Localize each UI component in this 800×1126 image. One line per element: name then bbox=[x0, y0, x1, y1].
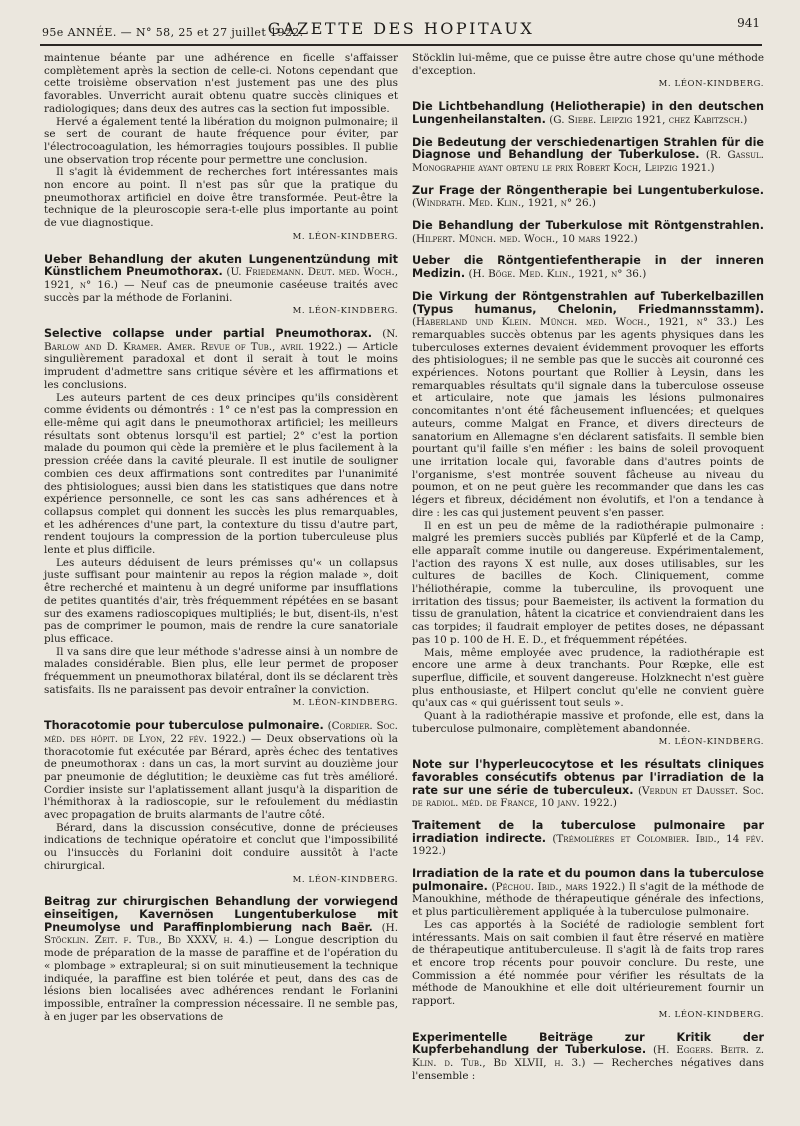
author-signature: M. LÉON-KINDBERG. bbox=[292, 874, 398, 885]
article-reference: (N. Barlow and D. Kramer. Amer. Revue of Tub., avril 1922.) bbox=[44, 328, 398, 353]
article-reference: (H. Böge. Med. Klin., 1921, n° 36.) bbox=[468, 268, 647, 281]
article-title: Zur Frage der Röngentherapie bei Lungentuberkulose. bbox=[412, 183, 764, 197]
article bbox=[44, 328, 398, 710]
article-heading bbox=[412, 137, 764, 175]
paragraph-text: — Deux observations où la thoracotomie fut exécutée par Bérard, après échec des tentatives de pneumothorax : dans un cas, la mort survint au douzième jour par pneumonie de déglutition; le deuxième cas fut très amélioré. Cordier insiste sur l'aplatissement allant jusqu'à la disparition de l'hémithorax à la radioscopie, sur le refoulement du médiastin avec propagation de bruits alarmants de l'autre côté. bbox=[44, 732, 398, 822]
article-heading bbox=[412, 220, 764, 245]
paragraph: Il s'agit là évidemment de recherches fort intéressantes mais non encore au point. Il n'est pas sûr que la pratique du pneumothorax artificiel en doive être transformée. Peut-être la technique de la pleuroscopie sera-t-elle plus importante au point de vue diagnostique. bbox=[44, 166, 398, 230]
article bbox=[44, 720, 398, 886]
article bbox=[44, 896, 398, 1023]
article-reference: (R. Gassul. Monographie ayant obtenu le prix Robert Koch, Leipzig 1921.) bbox=[412, 149, 764, 174]
paragraph-text: — Article singulièrement paradoxal et dont il serait à tout le moins imprudent d'admettre sans critique sévère et les affirmations et les conclusions. bbox=[44, 340, 398, 391]
right-column bbox=[412, 52, 764, 1092]
article-reference: (Windrath. Med. Klin., 1921, n° 26.) bbox=[412, 197, 596, 210]
author-signature: M. LÉON-KINDBERG. bbox=[292, 231, 398, 242]
paragraph: Hervé a également tenté la libération du moignon pulmonaire; il se sert de courant de haute fréquence pour éviter, par l'électrocoagulation, les hémorragies toujours possibles. Il publie une observation trop récente pour permettre une conclusion. bbox=[44, 115, 398, 166]
article-reference: (Péchou. Ibid., mars 1922.) bbox=[491, 880, 626, 893]
paragraph-text: Il s'agit de la méthode de Manoukhine, méthode de thérapeutique générale des infections, et plus particulièrement appliquée à la tuberculose pulmonaire. bbox=[412, 880, 764, 919]
author-signature: M. LÉON-KINDBERG. bbox=[292, 306, 398, 317]
article-reference: (H. Eggers. Beitr. z. Klin. d. Tub., Bd XLVII, h. 3.) bbox=[412, 1044, 765, 1069]
article-heading bbox=[412, 868, 764, 919]
paragraph-text: — Neuf cas de pneumonie caséeuse traités avec succès par la méthode de Forlanini. bbox=[44, 278, 398, 304]
article-reference: (Hilpert. Münch. med. Woch., 10 mars 1922.) bbox=[412, 232, 638, 245]
author-signature: M. LÉON-KINDBERG. bbox=[658, 79, 764, 90]
paragraph-text: — Longue description du mode de préparation de la masse de paraffine et de l'opération du « plombage » extrapleural; si on suit minutieusement la technique indiquée, la paraffine est bien tolérée et peut, dans des cas de lésions bien localisées avec adhérences rendant le Forlanini impossible, entraîner la compression nécessaire. Il ne semble pas, à en juger par les observations de bbox=[44, 934, 398, 1023]
left-column bbox=[44, 52, 398, 1033]
article-heading bbox=[412, 291, 764, 520]
article-heading bbox=[44, 254, 398, 305]
article-title: Note sur l'hyperleucocytose et les résultats cliniques favorables consécutifs obtenus par l'irradiation de la rate sur une série de tuberculeux. bbox=[412, 758, 764, 797]
paragraph: Il en est un peu de même de la radiothérapie pulmonaire : malgré les premiers succès publiés par Küpferlé et de la Camp, elle apparaît comme inutile ou dangereuse. Expérimentalement, l'action des rayons X est nulle, aux doses utilisables, sur les cultures de bacilles de Koch. Cliniquement, comme l'héliothérapie, comme la tuberculine, ils provoquent une irritation des tissus; pour Baemeister, ils activent la formation du tissu de granulation, hâtent la cicatrice et conviendraient dans les cas torpides; il faudrait employer de petites doses, ne dépassant pas 10 p. 100 de H. E. D., et fréquemment répétées. bbox=[412, 519, 764, 646]
article bbox=[44, 254, 398, 319]
article bbox=[412, 1032, 764, 1083]
article bbox=[412, 220, 764, 245]
page-header bbox=[40, 14, 762, 46]
paragraph: maintenue béante par une adhérence en ficelle s'affaisser complètement après la section de celle-ci. Notons cependant que cette troisième observation n'est justement pas une des plus favorables. Unverricht aurait obtenu quatre succès cliniques et radiologiques; dans deux des autres cas la section fut impossible. bbox=[44, 52, 398, 115]
article-heading bbox=[412, 101, 764, 126]
article-title: Selective collapse under partial Pneumothorax. bbox=[44, 327, 372, 341]
article-title: Die Lichtbehandlung (Heliotherapie) in den deutschen Lungenheilanstalten. bbox=[412, 100, 764, 126]
article-heading bbox=[44, 328, 398, 392]
article bbox=[412, 255, 764, 280]
issue-line: 95e ANNÉE. — N° 58, 25 et 27 juillet 1922. bbox=[42, 26, 304, 39]
article-reference: (Trémolières et Colombier. Ibid., 14 fév. 1922.) bbox=[412, 832, 764, 858]
article bbox=[44, 52, 398, 244]
article-title: Die Behandlung der Tuberkulose mit Röntgenstrahlen. bbox=[412, 219, 764, 233]
author-signature: M. LÉON-KINDBERG. bbox=[658, 1009, 764, 1020]
article bbox=[412, 101, 764, 126]
article bbox=[412, 185, 764, 210]
article-reference: (Cordier. Soc. méd. des hôpit. de Lyon, 22 fév. 1922.) bbox=[44, 720, 398, 745]
article bbox=[412, 291, 764, 749]
article-title: Ueber Behandlung der akuten Lungenentzündung mit Künstlichem Pneumothorax. bbox=[44, 252, 398, 279]
article-title: Die Bedeutung der verschiedenartigen Strahlen für die Diagnose und Behandlung der Tuberkulose. bbox=[412, 135, 764, 162]
article-heading bbox=[412, 759, 764, 810]
paragraph-text: Les remarquables succès obtenus par les agents physiques dans les tuberculoses externes devaient évidemment provoquer les efforts des phtisiologues; il ne semble pas que le succès ait couronné ces expériences. Notons pourtant que Rollier à Leysin, dans les remarquables résultats qu'il signale dans la tuberculose osseuse et articulaire, note que jamais les lésions pulmonaires concomitantes n'ont été fâcheusement influencées; et quelques auteurs, comme Malgat en France, et divers directeurs de sanatorium en Allemagne s'en déclarent satisfaits. Il semble bien pourtant qu'il faille s'en méfier : les bains de soleil provoquent une irritation locale qui, favorable dans d'autres points de l'organisme, s'est montrée souvent fâcheuse au niveau du poumon, et on ne peut guère les recommander que dans les cas légers et fibreux, décidément non évolutifs, et l'on a tendance à dire : les cas qui justement peuvent s'en passer. bbox=[412, 316, 764, 519]
article bbox=[412, 52, 764, 91]
article-reference: (U. Friedemann. Deut. med. Woch., 1921, n° 16.) bbox=[44, 266, 398, 291]
article-heading bbox=[412, 185, 764, 210]
article-reference: (Verdun et Dausset. Soc. de radiol. méd. de France, 10 janv. 1922.) bbox=[412, 784, 764, 810]
article-reference: (H. Stöcklin. Zeit. f. Tub., Bd XXXV, h. 4.) bbox=[44, 921, 398, 947]
article-title: Die Virkung der Röntgenstrahlen auf Tuberkelbazillen (Typus humanus, Chelonin, Friedmannsstamm). bbox=[412, 289, 764, 316]
article-title: Ueber die Röntgentiefentherapie in der inneren Medizin. bbox=[412, 254, 764, 281]
paragraph: Les cas apportés à la Société de radiologie semblent fort intéressants. Mais on sait combien il faut être réservé en matière de thérapeutique antituberculeuse. Il s'agit là de faits trop rares et encore trop récents pour pouvoir conclure. Du reste, une Commission a été nommée pour vérifier les résultats de la méthode de Manoukhine et elle doit ultérieurement fournir un rapport. bbox=[412, 918, 764, 1008]
paragraph: Les auteurs déduisent de leurs prémisses qu'« un collapsus juste suffisant pour maintenir au repos la région malade », doit être recherché et maintenu à un degré uniforme par insufflations de petites quantités d'air, très fréquemment répétées en se basant sur des examens radioscopiques multipliés; le but, disent-ils, n'est pas de comprimer le poumon, mais de rendre la cure sanatoriale plus efficace. bbox=[44, 556, 398, 645]
article bbox=[412, 820, 764, 858]
article-heading bbox=[412, 1032, 764, 1083]
article-heading bbox=[412, 820, 764, 858]
paragraph: Les auteurs partent de ces deux principes qu'ils considèrent comme évidents ou démontrés : 1° ce n'est pas la compression en elle-même qui agit dans le pneumothorax artificiel; les meilleurs résultats sont obtenus lorsqu'il est partiel; 2° c'est la portion malade du poumon qui cède la première et le plus facilement à la pression créée dans la cavité pleurale. Il est inutile de souligner combien ces deux affirmations sont contredites par l'unanimité des phtisiologues; aussi bien dans les statistiques que dans notre expérience personnelle, ce sont les cas sans adhérences et à collapsus complet qui donnent les succès les plus remarquables, et les adhérences d'une part, la contexture du tissu d'autre part, rendent toujours la compression de la portion tuberculeuse plus lente et plus difficile. bbox=[44, 391, 398, 557]
article-reference: (G. Siebe. Leipzig 1921, chez Kabitzsch.) bbox=[549, 113, 748, 126]
paragraph: Stöcklin lui-même, que ce puisse être autre chose qu'une méthode d'exception. bbox=[412, 52, 764, 77]
article-title: Experimentelle Beiträge zur Kritik der Kupferbehandlung der Tuberkulose. bbox=[412, 1030, 764, 1057]
article-heading bbox=[44, 720, 398, 822]
article bbox=[412, 868, 764, 1021]
article bbox=[412, 137, 764, 175]
article-reference: (Haberland und Klein. Münch. med. Woch., 1921, n° 33.) bbox=[412, 316, 738, 329]
paragraph: Il va sans dire que leur méthode s'adresse ainsi à un nombre de malades considérable. Bien plus, elle leur permet de proposer fréquemment un pneumothorax bilatéral, dont ils se déclarent très satisfaits. Ils ne paraissent pas devoir entraîner la conviction. bbox=[44, 645, 398, 696]
publication-title: GAZETTE DES HOPITAUX bbox=[267, 19, 535, 38]
paragraph: Bérard, dans la discussion consécutive, donne de précieuses indications de technique opératoire et conclut que l'impossibilité ou l'insuccès du Forlanini doit conduire aussitôt à l'acte chirurgical. bbox=[44, 821, 398, 872]
article-title: Beitrag zur chirurgischen Behandlung der vorwiegend einseitigen, Kavernösen Lungentuberkulose mit Pneumolyse und Paraffinplombierung nach Baër. bbox=[44, 895, 398, 934]
article-title: Traitement de la tuberculose pulmonaire par irradiation indirecte. bbox=[412, 818, 764, 845]
article bbox=[412, 759, 764, 810]
article-heading bbox=[44, 896, 398, 1023]
article-title: Irradiation de la rate et du poumon dans la tuberculose pulmonaire. bbox=[412, 867, 764, 893]
paragraph-text: — Recherches négatives dans l'ensemble : bbox=[412, 1056, 764, 1082]
page-number: 941 bbox=[737, 16, 760, 30]
article-heading bbox=[412, 255, 764, 280]
paragraph: Quant à la radiothérapie massive et profonde, elle est, dans la tuberculose pulmonaire, complètement abandonnée. bbox=[412, 710, 764, 735]
article-title: Thoracotomie pour tuberculose pulmonaire. bbox=[44, 719, 324, 733]
paragraph: Mais, même employée avec prudence, la radiothérapie est encore une arme à deux tranchants. Pour Rœpke, elle est superflue, difficile, et souvent dangereuse. Holzknecht n'est guère plus enthousiaste, et Hilpert conclut qu'elle ne convient guère qu'aux cas « qui guérissent tout seuls ». bbox=[412, 646, 764, 710]
author-signature: M. LÉON-KINDBERG. bbox=[292, 698, 398, 709]
author-signature: M. LÉON-KINDBERG. bbox=[658, 737, 764, 748]
